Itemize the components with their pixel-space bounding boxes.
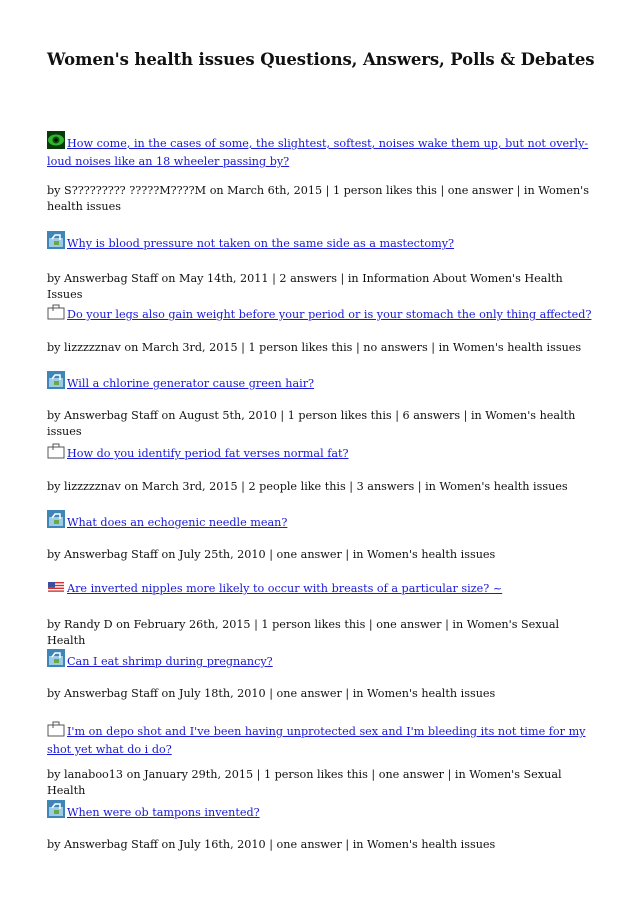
staff-avatar-icon	[47, 371, 65, 394]
question-link[interactable]: Are inverted nipples more likely to occur with breasts of a particular size? ~	[67, 582, 503, 595]
question-link[interactable]: How do you identify period fat verses normal fat?	[67, 447, 349, 460]
question-entry	[47, 302, 592, 354]
default-avatar-icon	[47, 302, 65, 325]
staff-avatar-icon	[47, 510, 65, 533]
question-meta: by Answerbag Staff on July 18th, 2010 | one answer | in Women's health issues	[47, 687, 496, 700]
question-entry	[47, 719, 592, 797]
question-meta: by Answerbag Staff on August 5th, 2010 | 1 person likes this | 6 answers | in Women's health issues	[47, 409, 576, 438]
question-line	[47, 719, 592, 758]
question-link[interactable]: What does an echogenic needle mean?	[67, 516, 288, 529]
question-link[interactable]: When were ob tampons invented?	[67, 806, 260, 819]
question-line	[47, 580, 592, 599]
staff-avatar-icon	[47, 649, 65, 672]
question-line	[47, 131, 592, 170]
question-entry	[47, 441, 592, 493]
staff-avatar-icon	[47, 231, 65, 254]
question-link[interactable]: I'm on depo shot and I've been having unprotected sex and I'm bleeding its not time for my shot yet what do i do?	[47, 725, 586, 756]
default-avatar-icon	[47, 719, 65, 742]
question-entry	[47, 510, 592, 561]
question-line	[47, 800, 592, 823]
page-title: Women's health issues Questions, Answers, Polls & Debates	[47, 50, 595, 69]
question-entry	[47, 800, 592, 851]
staff-avatar-icon	[47, 800, 65, 823]
question-link[interactable]: Will a chlorine generator cause green hair?	[67, 377, 315, 390]
question-link[interactable]: Why is blood pressure not taken on the same side as a mastectomy?	[67, 237, 455, 250]
question-meta: by lanaboo13 on January 29th, 2015 | 1 person likes this | one answer | in Women's Sexual Health	[47, 768, 562, 797]
question-meta: by S????????? ?????M????M on March 6th, 2015 | 1 person likes this | one answer | in Women's health issues	[47, 184, 589, 213]
question-meta: by lizzzzznav on March 3rd, 2015 | 2 people like this | 3 answers | in Women's health issues	[47, 480, 568, 493]
question-entry	[47, 580, 592, 647]
question-entry	[47, 131, 592, 213]
eye-avatar-icon	[47, 131, 65, 154]
question-link[interactable]: Can I eat shrimp during pregnancy?	[67, 655, 273, 668]
question-line	[47, 441, 592, 464]
question-meta: by Answerbag Staff on July 25th, 2010 | one answer | in Women's health issues	[47, 548, 496, 561]
question-meta: by Answerbag Staff on July 16th, 2010 | one answer | in Women's health issues	[47, 838, 496, 851]
question-entry	[47, 371, 592, 438]
question-line	[47, 231, 592, 254]
question-line	[47, 371, 592, 394]
question-meta: by lizzzzznav on March 3rd, 2015 | 1 person likes this | no answers | in Women's health issues	[47, 341, 582, 354]
default-avatar-icon	[47, 441, 65, 464]
question-meta: by Randy D on February 26th, 2015 | 1 person likes this | one answer | in Women's Sexual Health	[47, 618, 560, 647]
flag-avatar-icon	[47, 580, 65, 599]
question-meta: by Answerbag Staff on May 14th, 2011 | 2 answers | in Information About Women's Health Issues	[47, 272, 563, 301]
question-line	[47, 510, 592, 533]
question-entry	[47, 649, 592, 700]
question-link[interactable]: How come, in the cases of some, the slightest, softest, noises wake them up, but not overly-loud noises like an 18 wheeler passing by?	[47, 137, 589, 168]
question-line	[47, 649, 592, 672]
question-line	[47, 302, 592, 325]
question-link[interactable]: Do your legs also gain weight before your period or is your stomach the only thing affected?	[67, 308, 592, 321]
question-entry	[47, 231, 592, 301]
